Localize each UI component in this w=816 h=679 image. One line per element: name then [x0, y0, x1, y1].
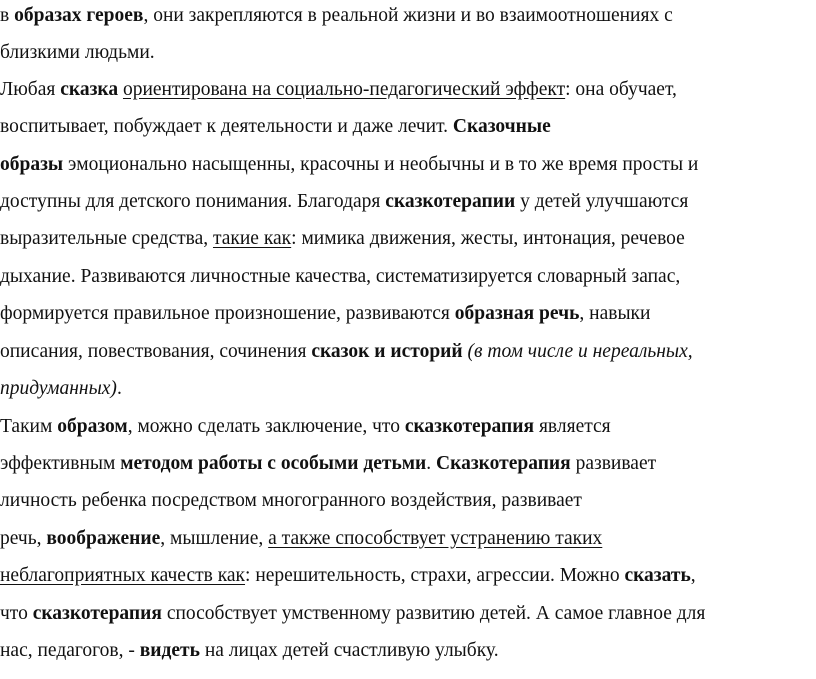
- text-run: : нерешительность, страхи, агрессии. Можно: [245, 565, 625, 586]
- text-run: эмоционально насыщенны, красочны и необычны и в то же время просты и: [63, 154, 699, 175]
- text-line-12: [0, 413, 611, 441]
- text-run: : она обучает,: [565, 79, 677, 100]
- text-line-2: [0, 39, 155, 67]
- text-line-7: [0, 225, 685, 253]
- bold-term: сказкотерапия: [32, 603, 162, 624]
- bold-term: образах героев: [14, 5, 144, 26]
- text-run: воспитывает, побуждает к деятельности и даже лечит.: [0, 116, 453, 137]
- text-run: формируется правильное произношение, развиваются: [0, 303, 455, 324]
- text-line-14: [0, 487, 582, 515]
- bold-term: воображение: [46, 528, 161, 549]
- text-run: нас, педагогов, -: [0, 640, 140, 661]
- text-line-11: [0, 375, 122, 403]
- text-run: Любая: [0, 79, 61, 100]
- text-run: выразительные средства,: [0, 228, 213, 249]
- bold-term: сказка: [60, 79, 119, 100]
- text-run: доступны для детского понимания. Благодаря: [0, 191, 386, 212]
- bold-term: видеть: [139, 640, 200, 661]
- bold-term: Сказкотерапия: [436, 453, 571, 474]
- text-run: является: [534, 416, 611, 437]
- underlined-phrase: такие как: [212, 228, 292, 249]
- text-line-5: [0, 151, 698, 179]
- italic-phrase: придуманных): [0, 378, 117, 399]
- bold-term: Сказочные: [452, 116, 551, 137]
- text-run: личность ребенка посредством многогранного воздействия, развивает: [0, 490, 582, 511]
- text-run: на лицах детей счастливую улыбку.: [199, 640, 499, 661]
- text-run: описания, повествования, сочинения: [0, 341, 312, 362]
- text-line-9: [0, 300, 650, 328]
- text-line-8: [0, 263, 680, 291]
- text-run: ,: [690, 565, 696, 586]
- bold-term: сказкотерапия: [404, 416, 535, 437]
- text-run: , они закрепляются в реальной жизни и во взаимоотношениях с: [143, 5, 673, 26]
- bold-term: сказок и историй: [311, 341, 463, 362]
- text-run: Таким: [0, 416, 58, 437]
- bold-term: образом: [57, 416, 128, 437]
- text-run: способствует умственному развитию детей. А самое главное для: [161, 603, 706, 624]
- text-run: у детей улучшаются: [515, 191, 689, 212]
- bold-term: образы: [0, 154, 64, 175]
- italic-phrase: (в том числе и нереальных,: [467, 341, 693, 362]
- text-run: , мышление,: [160, 528, 269, 549]
- text-run: что: [0, 603, 33, 624]
- text-run: близкими людьми.: [0, 42, 155, 63]
- underlined-phrase: неблагоприятных качеств как: [0, 565, 246, 586]
- text-run: .: [426, 453, 437, 474]
- text-line-6: [0, 188, 688, 216]
- bold-term: методом работы с особыми детьми: [120, 453, 427, 474]
- text-line-17: [0, 600, 705, 628]
- text-run: речь,: [0, 528, 47, 549]
- text-line-10: [0, 338, 693, 366]
- text-line-15: [0, 525, 602, 553]
- underlined-phrase: ориентирована на социально-педагогический эффект: [122, 79, 566, 100]
- text-line-16: [0, 562, 696, 590]
- text-line-18: [0, 637, 499, 665]
- text-run: , можно сделать заключение, что: [127, 416, 405, 437]
- underlined-phrase: а также способствует устранению таких: [268, 528, 603, 549]
- bold-term: сказать: [624, 565, 691, 586]
- bold-term: сказкотерапии: [385, 191, 516, 212]
- text-run: в: [0, 5, 15, 26]
- text-line-1: [0, 2, 673, 30]
- text-run: : мимика движения, жесты, интонация, речевое: [291, 228, 685, 249]
- text-line-13: [0, 450, 656, 478]
- text-run: , навыки: [579, 303, 651, 324]
- text-run: .: [116, 378, 122, 399]
- text-run: эффективным: [0, 453, 121, 474]
- text-line-4: [0, 113, 551, 141]
- text-line-3: [0, 76, 677, 104]
- bold-term: образная речь: [454, 303, 580, 324]
- text-run: дыхание. Развиваются личностные качества, систематизируется словарный запас,: [0, 266, 681, 287]
- text-run: развивает: [570, 453, 657, 474]
